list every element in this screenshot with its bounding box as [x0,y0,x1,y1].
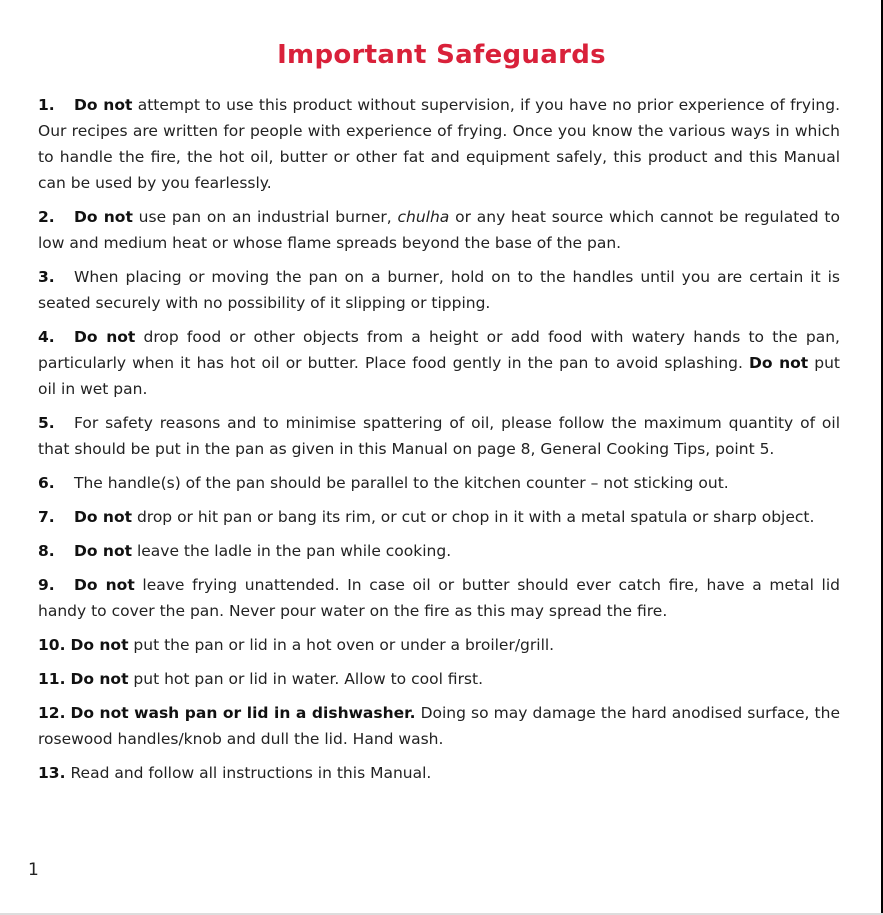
item-text: put hot pan or lid in water. Allow to cool first. [128,670,484,688]
item-number: 1. [38,96,55,114]
item-lead: Do not [70,636,129,654]
item-number: 6. [38,474,55,492]
item-lead: Do not [74,96,133,114]
safeguard-item-5 [38,410,840,462]
item-lead-secondary: Do not [749,354,809,372]
item-text: or any heat source which cannot be regulated to low and medium heat or whose flame spreads beyond the base of the pan. [38,208,840,252]
safeguard-item-1 [38,92,840,196]
item-lead: Do not wash pan or lid in a dishwasher. [70,704,416,722]
item-lead: Do not [74,576,135,594]
safeguard-item-13 [38,760,840,786]
item-number: 11. [38,670,66,688]
item-text: use pan on an industrial burner, [132,208,398,226]
item-number: 2. [38,208,55,226]
item-number: 8. [38,542,55,560]
safeguard-item-3 [38,264,840,316]
item-number: 10. [38,636,66,654]
safeguard-item-10 [38,632,840,658]
item-number: 13. [38,764,66,782]
item-text: When placing or moving the pan on a burner, hold on to the handles until you are certain it is seated securely with no possibility of it slipping or tipping. [38,268,840,312]
page-title: Important Safeguards [277,40,606,70]
item-lead: Do not [74,542,133,560]
item-number: 9. [38,576,55,594]
safeguard-item-8 [38,538,840,564]
safeguard-item-6 [38,470,840,496]
item-text: put oil in wet pan. [38,354,840,398]
safeguard-item-11 [38,666,840,692]
page-number: 1 [28,860,39,880]
safeguard-item-9 [38,572,840,624]
safeguards-list [38,92,840,794]
item-number: 5. [38,414,55,432]
item-lead: Do not [70,670,129,688]
item-italic-term: chulha [397,208,450,226]
item-text: leave the ladle in the pan while cooking. [132,542,452,560]
safeguard-item-12 [38,700,840,752]
item-text: drop or hit pan or bang its rim, or cut or chop in it with a metal spatula or sharp object. [132,508,815,526]
item-text: put the pan or lid in a hot oven or under a broiler/grill. [128,636,555,654]
item-text: Read and follow all instructions in this Manual. [70,764,432,782]
item-lead: Do not [74,328,136,346]
safeguard-item-7 [38,504,840,530]
item-text: drop food or other objects from a height or add food with watery hands to the pan, particularly when it has hot oil or butter. Place food gently in the pan to avoid splashing. [38,328,840,372]
item-number: 12. [38,704,66,722]
item-text: Doing so may damage the hard anodised surface, the rosewood handles/knob and dull the lid. Hand wash. [38,704,840,748]
safeguard-item-4 [38,324,840,402]
item-number: 4. [38,328,55,346]
item-lead: Do not [74,508,133,526]
safeguard-item-2 [38,204,840,256]
item-text: The handle(s) of the pan should be parallel to the kitchen counter – not sticking out. [74,474,729,492]
item-text: leave frying unattended. In case oil or butter should ever catch fire, have a metal lid handy to cover the pan. Never pour water on the fire as this may spread the fire. [38,576,840,620]
item-text: attempt to use this product without supervision, if you have no prior experience of frying. Our recipes are written for people with experience of frying. Once you know the various ways in which to handle the fire, the hot oil, butter or other fat and equipment safely, this product and this Manual can be used by you fearlessly. [38,96,840,192]
item-number: 3. [38,268,55,286]
item-number: 7. [38,508,55,526]
item-text: For safety reasons and to minimise spattering of oil, please follow the maximum quantity of oil that should be put in the pan as given in this Manual on page 8, General Cooking Tips, point 5. [38,414,840,458]
item-lead: Do not [74,208,133,226]
